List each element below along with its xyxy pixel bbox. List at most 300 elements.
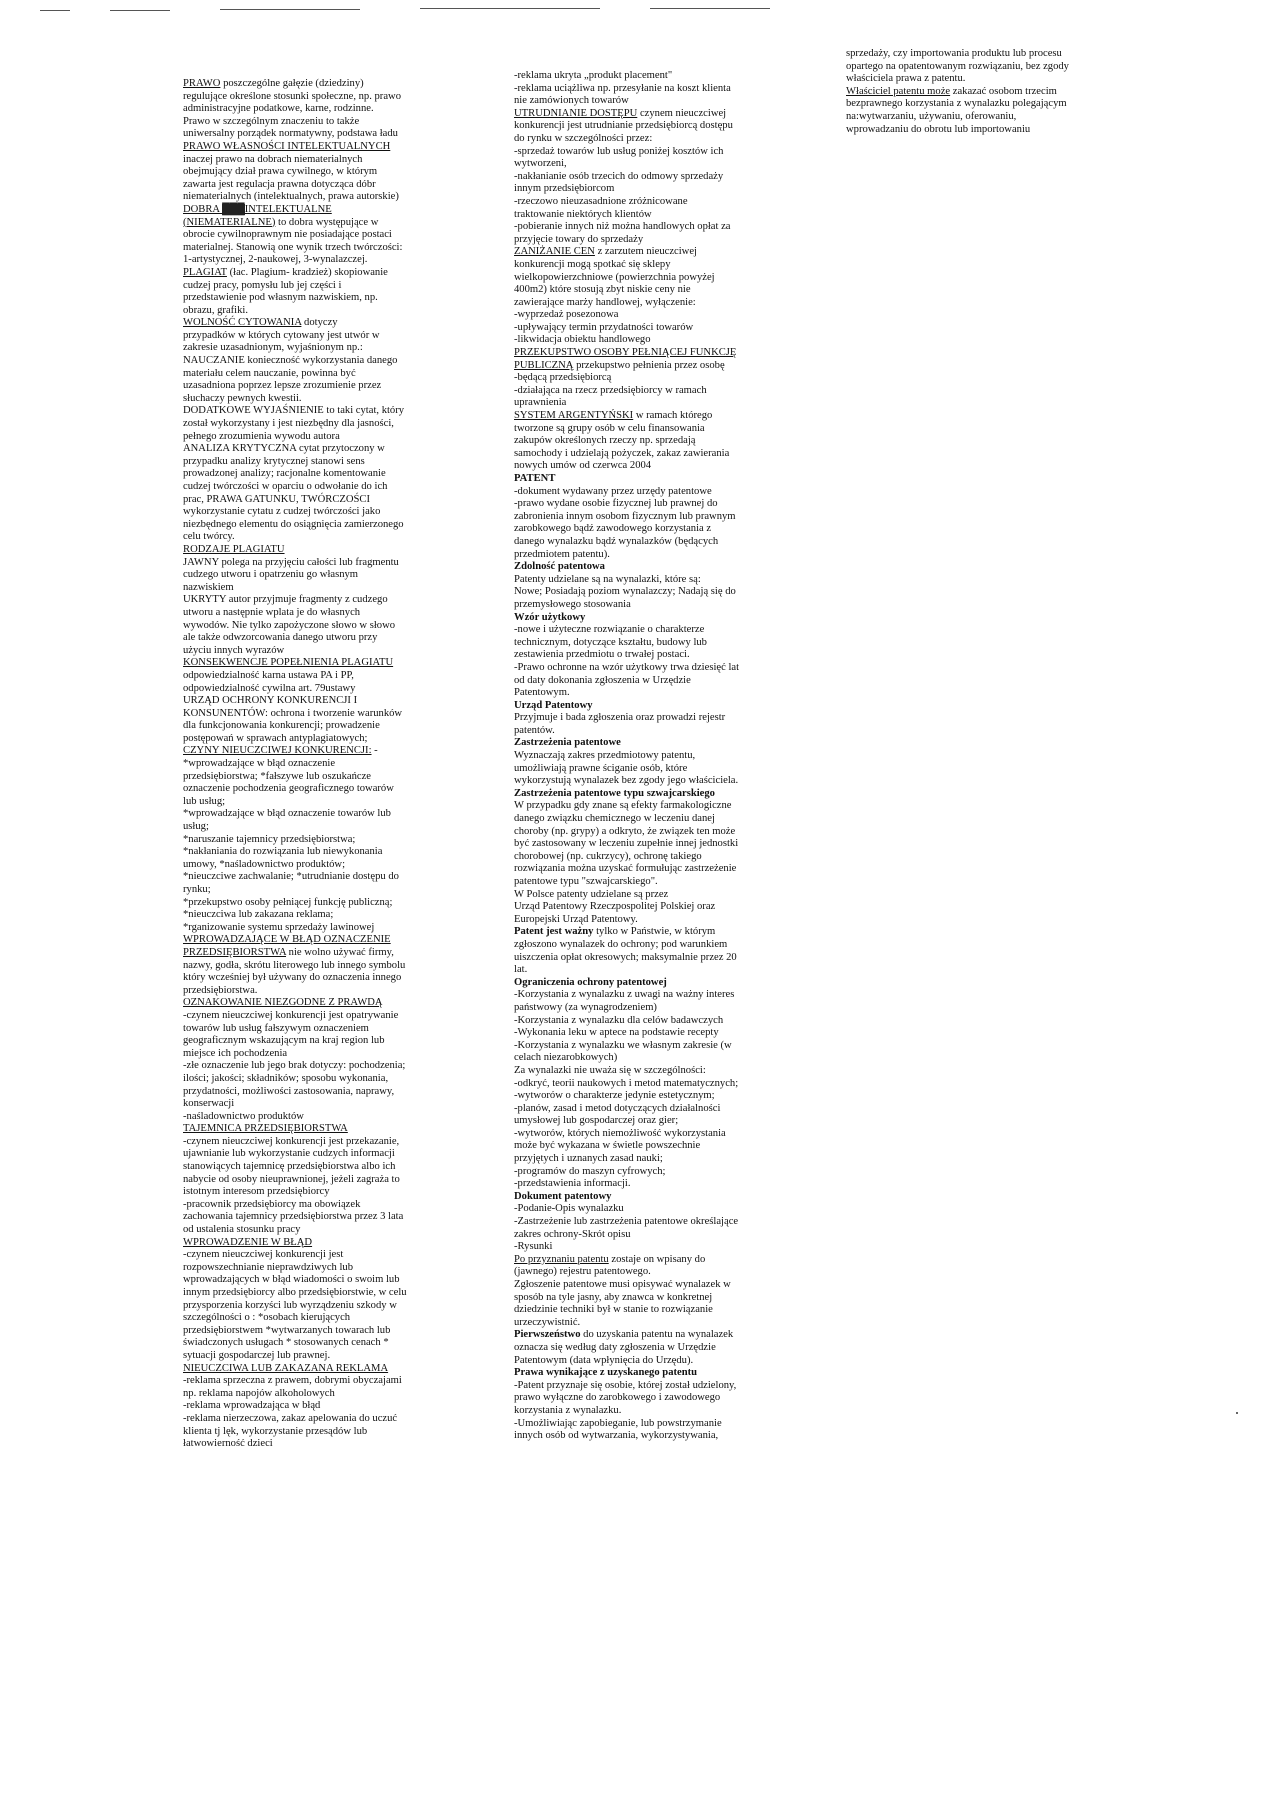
text-segment: właściciela prawa z patentu. <box>846 73 966 85</box>
underlined-heading: PRAWO WŁASNOŚCI INTELEKTUALNYCH <box>183 140 391 152</box>
text-line <box>183 330 473 343</box>
text-segment: prac, PRAWA GATUNKU, TWÓRCZOŚCI <box>183 493 370 505</box>
bold-heading: Ograniczenia ochrony patentowej <box>514 976 667 988</box>
text-segment: regulujące określone stosunki społeczne, np. prawo <box>183 90 401 102</box>
text-segment: -czynem nieuczciwej konkurencji jest opatrywanie <box>183 1009 399 1021</box>
text-line <box>183 91 473 104</box>
text-segment: -działająca na rzecz przedsiębiorcy w ramach <box>514 384 707 396</box>
text-line <box>183 683 473 696</box>
text-segment: -Prawo ochronne na wzór użytkowy trwa dziesięć lat <box>514 661 740 673</box>
underlined-heading: PRZEDSIĘBIORSTWA <box>183 946 287 958</box>
text-segment: Za wynalazki nie uważa się w szczególności: <box>514 1064 706 1076</box>
text-segment: (łac. Plagium- kradzież) skopiowanie <box>226 266 388 278</box>
text-line <box>514 70 814 83</box>
text-line <box>846 61 1136 74</box>
underlined-heading: Właściciel patentu może <box>846 85 951 97</box>
text-segment: zakresie uzasadnionym, wyjaśnionym np.: <box>183 342 363 354</box>
text-segment: innych osób od wytwarzania, wykorzystywania, <box>514 1430 719 1442</box>
text-segment: szczególności o : *osobach kierujących <box>183 1312 351 1324</box>
text-line <box>514 196 814 209</box>
text-line <box>183 708 473 721</box>
text-line <box>846 98 1136 111</box>
text-segment: Urząd Patentowy Rzeczpospolitej Polskiej oraz <box>514 901 716 913</box>
text-segment: do rynku w szczególności przez: <box>514 132 653 144</box>
text-segment: samochody i udzielają pożyczek, zakaz zawierania <box>514 447 730 459</box>
text-line <box>183 1224 473 1237</box>
text-line <box>183 884 473 897</box>
text-line <box>514 1279 814 1292</box>
text-segment: -naśladownictwo produktów <box>183 1110 304 1122</box>
text-line <box>183 179 473 192</box>
text-line <box>183 1161 473 1174</box>
text-line <box>183 1023 473 1036</box>
text-segment: *nieuczciwe zachwalanie; *utrudnianie dostępu do <box>183 871 399 883</box>
bold-heading: Zastrzeżenia patentowe <box>514 737 621 749</box>
text-line <box>514 750 814 763</box>
text-segment: rozpowszechnianie nieprawdziwych lub <box>183 1261 354 1273</box>
text-line <box>183 922 473 935</box>
text-segment: -programów do maszyn cyfrowych; <box>514 1165 666 1177</box>
text-line <box>514 914 814 927</box>
text-segment: -Umożliwiając zapobieganie, lub powstrzymanie <box>514 1417 722 1429</box>
text-segment: wykorzystanie cytatu z cudzej twórczości jako <box>183 506 381 518</box>
text-segment: przyjęcie towary do sprzedaży <box>514 233 644 245</box>
underlined-heading: ZANIŻANIE CEN <box>514 246 595 258</box>
text-segment: świadczonych usługach * stosowanych cenach * <box>183 1337 389 1349</box>
text-line <box>514 511 814 524</box>
text-segment: -Podanie-Opis wynalazku <box>514 1203 624 1215</box>
bold-heading: Dokument patentowy <box>514 1190 612 1202</box>
text-line <box>514 964 814 977</box>
text-segment: JAWNY polega na przyjęciu całości lub fragmentu <box>183 556 399 568</box>
text-segment: do uzyskania patentu na wynalazek <box>580 1329 734 1341</box>
text-line <box>514 1304 814 1317</box>
text-line <box>183 154 473 167</box>
text-line <box>183 342 473 355</box>
text-line <box>514 1178 814 1191</box>
text-segment: -Korzystania z wynalazku we własnym zakresie (w <box>514 1039 732 1051</box>
text-segment: Europejski Urząd Patentowy. <box>514 913 638 925</box>
text-segment: wprowadzaniu do obrotu lub importowaniu <box>846 123 1031 135</box>
text-segment: klienta tj lęk, wykorzystanie przesądów lub <box>183 1425 368 1437</box>
text-line <box>514 851 814 864</box>
text-line <box>846 86 1136 99</box>
text-line <box>183 128 473 141</box>
text-segment: niematerialnych (intelektualnych, prawa autorskie) <box>183 191 399 203</box>
text-line <box>514 989 814 1002</box>
text-line <box>183 1174 473 1187</box>
text-segment: przekupstwo pełnienia przez osobę <box>573 359 725 371</box>
text-line <box>514 221 814 234</box>
text-line <box>514 1153 814 1166</box>
underlined-heading: OZNAKOWANIE NIEZGODNE Z PRAWDĄ <box>183 997 383 1009</box>
text-segment: -czynem nieuczciwej konkurencji jest przekazanie, <box>183 1135 400 1147</box>
text-line <box>514 1103 814 1116</box>
text-line <box>183 305 473 318</box>
text-segment: odpowiedzialność cywilna art. 79ustawy <box>183 682 356 694</box>
text-segment: zostaje on wpisany do <box>608 1253 706 1265</box>
text-line <box>183 242 473 255</box>
text-line <box>514 1191 814 1204</box>
text-segment: -Wykonania leku w aptece na podstawie recepty <box>514 1027 719 1039</box>
bold-heading: Zdolność patentowa <box>514 561 605 573</box>
text-line <box>183 733 473 746</box>
text-line <box>183 960 473 973</box>
text-line <box>183 456 473 469</box>
text-segment: umożliwiają prawne ściganie osób, które <box>514 762 688 774</box>
text-line <box>183 1287 473 1300</box>
text-segment: uniwersalny porządek normatywny, podstawa ładu <box>183 128 398 140</box>
text-segment: danego wynalazku bądź wynalazków (będących <box>514 535 719 547</box>
text-segment: zakres ochrony-Skrót opisu <box>514 1228 631 1240</box>
text-segment: KONSUNENTÓW: ochrona i tworzenie warunków <box>183 707 403 719</box>
text-line <box>514 977 814 990</box>
text-segment: przedsiębiorstwa; *fałszywe lub oszukańcze <box>183 770 371 782</box>
underlined-heading: Po przyznaniu patentu <box>514 1253 609 1265</box>
text-line <box>183 280 473 293</box>
text-segment: nabycie od osoby nieuprawnionej, jeżeli zagraża to <box>183 1173 400 1185</box>
text-line <box>514 183 814 196</box>
redaction-mark: ███ <box>222 203 245 215</box>
text-line <box>183 834 473 847</box>
text-line <box>183 1073 473 1086</box>
text-line <box>183 821 473 834</box>
text-segment: prowadzonej analizy; racjonalne komentowanie <box>183 468 386 480</box>
text-segment: -odkryć, teorii naukowych i metod matematycznych; <box>514 1077 739 1089</box>
text-line <box>183 1211 473 1224</box>
text-line <box>514 662 814 675</box>
text-line <box>183 1111 473 1124</box>
text-segment: -pobieranie innych niż można handlowych opłat za <box>514 221 731 233</box>
text-segment: -sprzedaż towarów lub usług poniżej kosztów ich <box>514 145 724 157</box>
text-line <box>514 1166 814 1179</box>
text-line <box>183 909 473 922</box>
text-segment: rozwiązania można uzyskać formułując zastrzeżenie <box>514 863 737 875</box>
text-line <box>183 657 473 670</box>
text-line <box>514 725 814 738</box>
text-segment: został wykorzystany i jest niezbędny dla jasności, <box>183 418 394 430</box>
text-line <box>514 460 814 473</box>
text-line <box>183 1199 473 1212</box>
text-segment: -rzeczowo nieuzasadnione zróżnicowane <box>514 195 688 207</box>
text-segment: od ustalenia stosunku pracy <box>183 1224 301 1236</box>
underlined-heading: PRZEKUPSTWO OSOBY PEŁNIĄCEJ FUNKCJĘ <box>514 347 737 359</box>
text-segment: poszczególne gałęzie (dziedziny) <box>220 78 364 89</box>
text-line <box>514 637 814 650</box>
text-segment: -prawo wydane osobie fizycznej lub prawnej do <box>514 498 718 510</box>
text-segment: przedsiębiorstwem *wytwarzanych towarach lub <box>183 1324 391 1336</box>
text-column-left <box>183 78 473 1451</box>
text-line <box>846 48 1136 61</box>
text-segment: administracyjne podatkowe, karne, rodzinne. <box>183 103 374 115</box>
text-segment: -reklama sprzeczna z prawem, dobrymi obyczajami <box>183 1375 402 1387</box>
text-line <box>183 1048 473 1061</box>
text-segment: korzystania z wynalazku. <box>514 1404 622 1416</box>
scan-mark <box>110 10 170 11</box>
text-line <box>514 1140 814 1153</box>
text-line <box>514 1241 814 1254</box>
text-segment: bezprawnego korzystania z wynalazku polegającym <box>846 98 1067 110</box>
text-segment: *nieuczciwa lub zakazana reklama; <box>183 909 334 921</box>
text-segment: -Korzystania z wynalazku dla celów badawczych <box>514 1014 724 1026</box>
underlined-heading: RODZAJE PLAGIATU <box>183 543 285 555</box>
text-line <box>183 1136 473 1149</box>
text-line <box>514 284 814 297</box>
text-line <box>183 632 473 645</box>
text-line <box>514 259 814 272</box>
text-segment: Patentowym. <box>514 687 570 699</box>
text-line <box>183 116 473 129</box>
text-segment: przemysłowego stosowania <box>514 598 631 610</box>
text-line <box>514 95 814 108</box>
text-segment: zarobkowego bądź zawodowego korzystania z <box>514 523 712 535</box>
text-line <box>514 536 814 549</box>
text-line <box>514 763 814 776</box>
text-line <box>514 826 814 839</box>
text-line <box>183 166 473 179</box>
text-line <box>514 372 814 385</box>
text-segment: -Korzystania z wynalazku z uwagi na ważny interes <box>514 989 735 1001</box>
text-segment: -reklama ukryta „produkt placement" <box>514 70 673 81</box>
underlined-heading: WPROWADZENIE W BŁĄD <box>183 1236 313 1248</box>
text-segment: inaczej prawo na dobrach niematerialnych <box>183 153 363 165</box>
text-line <box>514 1027 814 1040</box>
text-segment: Patenty udzielane są na wynalazki, które są: <box>514 573 701 585</box>
text-segment: -reklama wprowadzająca w błąd <box>183 1400 321 1412</box>
text-line <box>514 523 814 536</box>
text-segment: *nakłaniania do rozwiązania lub niewykonania <box>183 846 383 858</box>
text-line <box>183 1010 473 1023</box>
underlined-heading: SYSTEM ARGENTYŃSKI <box>514 410 634 422</box>
text-segment: lub usług; <box>183 795 226 807</box>
text-segment: - <box>371 745 378 757</box>
text-line <box>514 1216 814 1229</box>
text-line <box>514 486 814 499</box>
text-line <box>514 322 814 335</box>
text-segment: -Patent przyznaje się osobie, której został udzielony, <box>514 1379 737 1391</box>
text-line <box>183 997 473 1010</box>
text-segment: lat. <box>514 964 528 976</box>
text-line <box>514 473 814 486</box>
text-line <box>514 146 814 159</box>
text-segment: wywodów. Nie tylko zapożyczone słowo w słowo <box>183 619 396 631</box>
text-segment: celu twórcy. <box>183 531 235 543</box>
text-line <box>514 246 814 259</box>
underlined-heading: PRAWO <box>183 78 221 89</box>
text-line <box>183 481 473 494</box>
text-line <box>514 1040 814 1053</box>
text-line <box>514 1329 814 1342</box>
text-line <box>183 380 473 393</box>
text-line <box>514 1229 814 1242</box>
text-line <box>183 506 473 519</box>
text-segment: oznacza się według daty zgłoszenia w Urzędzie <box>514 1341 716 1353</box>
text-line <box>514 1355 814 1368</box>
text-segment: geograficznym wskazującym na kraj region lub <box>183 1035 385 1047</box>
text-segment: łatwowierność dzieci <box>183 1438 273 1450</box>
text-line <box>183 519 473 532</box>
text-line <box>514 574 814 587</box>
text-segment: uprawnienia <box>514 397 567 409</box>
text-segment: choroby (np. grypy) a odkryto, że związek ten może <box>514 825 736 837</box>
text-line <box>514 171 814 184</box>
text-segment: -Rysunki <box>514 1241 553 1253</box>
text-line <box>514 838 814 851</box>
text-segment: konserwacji <box>183 1098 235 1110</box>
text-segment: przedsiębiorstwa. <box>183 984 258 996</box>
text-segment: stanowiących tajemnicę przedsiębiorstwa albo ich <box>183 1161 396 1173</box>
text-line <box>183 1237 473 1250</box>
text-segment: (jawnego) rejestru patentowego. <box>514 1266 651 1278</box>
text-segment: tylko w Państwie, w którym <box>593 926 716 938</box>
text-segment: URZĄD OCHRONY KONKURENCJI I <box>183 695 358 707</box>
underlined-heading: PLAGIAT <box>183 266 227 278</box>
text-line <box>183 1060 473 1073</box>
text-segment: nazwiskiem <box>183 581 234 593</box>
text-segment: zakupów określonych rzeczy np. sprzedają <box>514 435 696 447</box>
text-segment: umowy, *naśladownictwo produktów; <box>183 858 346 870</box>
text-line <box>514 1418 814 1431</box>
text-line <box>183 934 473 947</box>
text-segment: sprzedaży, czy importowania produktu lub procesu <box>846 48 1062 59</box>
text-line <box>514 1405 814 1418</box>
text-line <box>514 889 814 902</box>
text-line <box>183 78 473 91</box>
text-line <box>846 111 1136 124</box>
text-segment: oznaczenie pochodzenia geograficznego towarów <box>183 783 394 795</box>
scan-mark <box>650 8 770 9</box>
text-line <box>514 788 814 801</box>
text-segment: ale także odwzorcowania danego utworu przy <box>183 632 378 644</box>
text-segment: -przedstawienia informacji. <box>514 1178 631 1190</box>
text-segment: dotyczy <box>301 317 338 329</box>
text-line <box>183 1148 473 1161</box>
text-line <box>183 620 473 633</box>
text-line <box>183 897 473 910</box>
text-segment: zestawienia przedmiotu o trwałej postaci. <box>514 649 690 661</box>
text-line <box>514 939 814 952</box>
bold-heading: PATENT <box>514 473 556 484</box>
text-segment: technicznym, dotyczące kształtu, budowy lub <box>514 636 707 648</box>
text-segment: -reklama uciążliwa np. przesyłanie na koszt klienta <box>514 82 731 94</box>
text-segment: na:wytwarzaniu, używaniu, oferowaniu, <box>846 110 1017 122</box>
text-segment: -nakłanianie osób trzecich do odmowy sprzedaży <box>514 170 724 182</box>
text-segment: -reklama nierzeczowa, zakaz apelowania do uczuć <box>183 1412 398 1424</box>
text-segment: -Zastrzeżenie lub zastrzeżenia patentowe określające <box>514 1216 739 1228</box>
text-segment: wielkopowierzchniowe (powierzchnia powyżej <box>514 271 715 283</box>
text-line <box>183 1098 473 1111</box>
text-line <box>183 582 473 595</box>
text-segment: zachowania tajemnicy przedsiębiorstwa przez 3 lata <box>183 1211 404 1223</box>
text-segment: nie wolno używać firmy, <box>286 946 394 958</box>
text-line <box>514 1380 814 1393</box>
text-segment: 400m2) które stosują zbyt niskie ceny nie <box>514 284 691 296</box>
text-segment: innym przedsiębiorcy albo przedsiębiorstwie, w celu <box>183 1287 407 1298</box>
text-line <box>183 670 473 683</box>
text-segment: chorobowej (np. cukrzycy), ochronę takiego <box>514 850 702 862</box>
text-line <box>183 1337 473 1350</box>
text-line <box>183 947 473 960</box>
text-segment: w ramach którego <box>633 410 713 422</box>
text-line <box>514 813 814 826</box>
underlined-heading: INTELEKTUALNE <box>244 203 332 215</box>
text-segment: -wyprzedaż posezonowa <box>514 309 619 321</box>
text-segment: sposób na tyle jasny, aby znawca w konkretnej <box>514 1291 713 1303</box>
text-segment: cudzego utworu i opatrzeniu go własnym <box>183 569 359 581</box>
text-line <box>514 863 814 876</box>
underlined-heading: KONSEKWENCJE POPEŁNIENIA PLAGIATU <box>183 657 394 669</box>
text-segment: przydatności, możliwości zastosowania, naprawy, <box>183 1085 395 1097</box>
text-column-middle <box>514 70 814 1443</box>
text-segment: przyjętych i uznanych zasad nauki; <box>514 1153 663 1165</box>
text-line <box>183 796 473 809</box>
text-segment: Nowe; Posiadają poziom wynalazczy; Nadają się do <box>514 586 736 598</box>
text-segment: patentów. <box>514 724 555 736</box>
text-segment: który wcześniej był używany do oznaczenia innego <box>183 972 402 984</box>
text-segment: -planów, zasad i metod dotyczących działalności <box>514 1102 721 1114</box>
text-segment: być zastosowany w leczeniu zupełnie innej jednostki <box>514 838 739 850</box>
text-segment: postępowań w sprawach antyplagiatowych; <box>183 732 368 744</box>
text-line <box>183 292 473 305</box>
text-line <box>183 229 473 242</box>
text-segment: -złe oznaczenie lub jego brak dotyczy: pochodzenia; <box>183 1060 406 1072</box>
text-segment: obrocie cywilnoprawnym nie posiadające postaci <box>183 229 392 241</box>
text-segment: wytworzeni, <box>514 158 567 170</box>
text-segment: państwowy (za wynagrodzeniem) <box>514 1001 657 1013</box>
text-line <box>514 649 814 662</box>
text-line <box>183 972 473 985</box>
bold-heading: Prawa wynikające z uzyskanego patentu <box>514 1367 698 1379</box>
text-line <box>514 498 814 511</box>
text-column-right <box>846 48 1136 136</box>
text-segment: Zgłoszenie patentowe musi opisywać wynalazek w <box>514 1279 731 1290</box>
text-line <box>514 272 814 285</box>
text-segment: -nowe i użyteczne rozwiązanie o charakterze <box>514 624 705 636</box>
text-line <box>183 1035 473 1048</box>
text-segment: -upływający termin przydatności towarów <box>514 321 694 333</box>
text-line <box>183 405 473 418</box>
text-segment: może być wykazana w świetle powszechnie <box>514 1140 701 1152</box>
text-segment: pełnego zrozumienia wywodu autora <box>183 430 340 442</box>
text-line <box>514 549 814 562</box>
text-line <box>183 1350 473 1363</box>
text-segment: traktowanie niektórych klientów <box>514 208 652 220</box>
text-line <box>514 158 814 171</box>
text-segment: obejmujący dział prawa cywilnego, w którym <box>183 166 378 178</box>
text-line <box>514 133 814 146</box>
text-line <box>514 1292 814 1305</box>
text-line <box>514 624 814 637</box>
text-line <box>514 1430 814 1443</box>
text-segment: konkurencji jest utrudnianie przedsiębiorcą dostępu <box>514 120 733 132</box>
text-segment: umysłowej lub gospodarczej oraz gier; <box>514 1115 679 1127</box>
text-line <box>514 334 814 347</box>
text-line <box>514 1078 814 1091</box>
text-line <box>183 1300 473 1313</box>
text-segment: sytuacji gospodarczej lub prawnej. <box>183 1349 331 1361</box>
text-segment: np. reklama napojów alkoholowych <box>183 1387 335 1399</box>
underlined-heading: WPROWADZAJĄCE W BŁĄD OZNACZENIE <box>183 934 391 946</box>
text-line <box>183 393 473 406</box>
text-line <box>514 952 814 965</box>
text-segment: słuchaczy pewnych kwestii. <box>183 392 302 404</box>
text-line <box>183 758 473 771</box>
text-line <box>183 695 473 708</box>
text-line <box>183 468 473 481</box>
text-line <box>183 368 473 381</box>
text-line <box>514 599 814 612</box>
text-line <box>183 1086 473 1099</box>
